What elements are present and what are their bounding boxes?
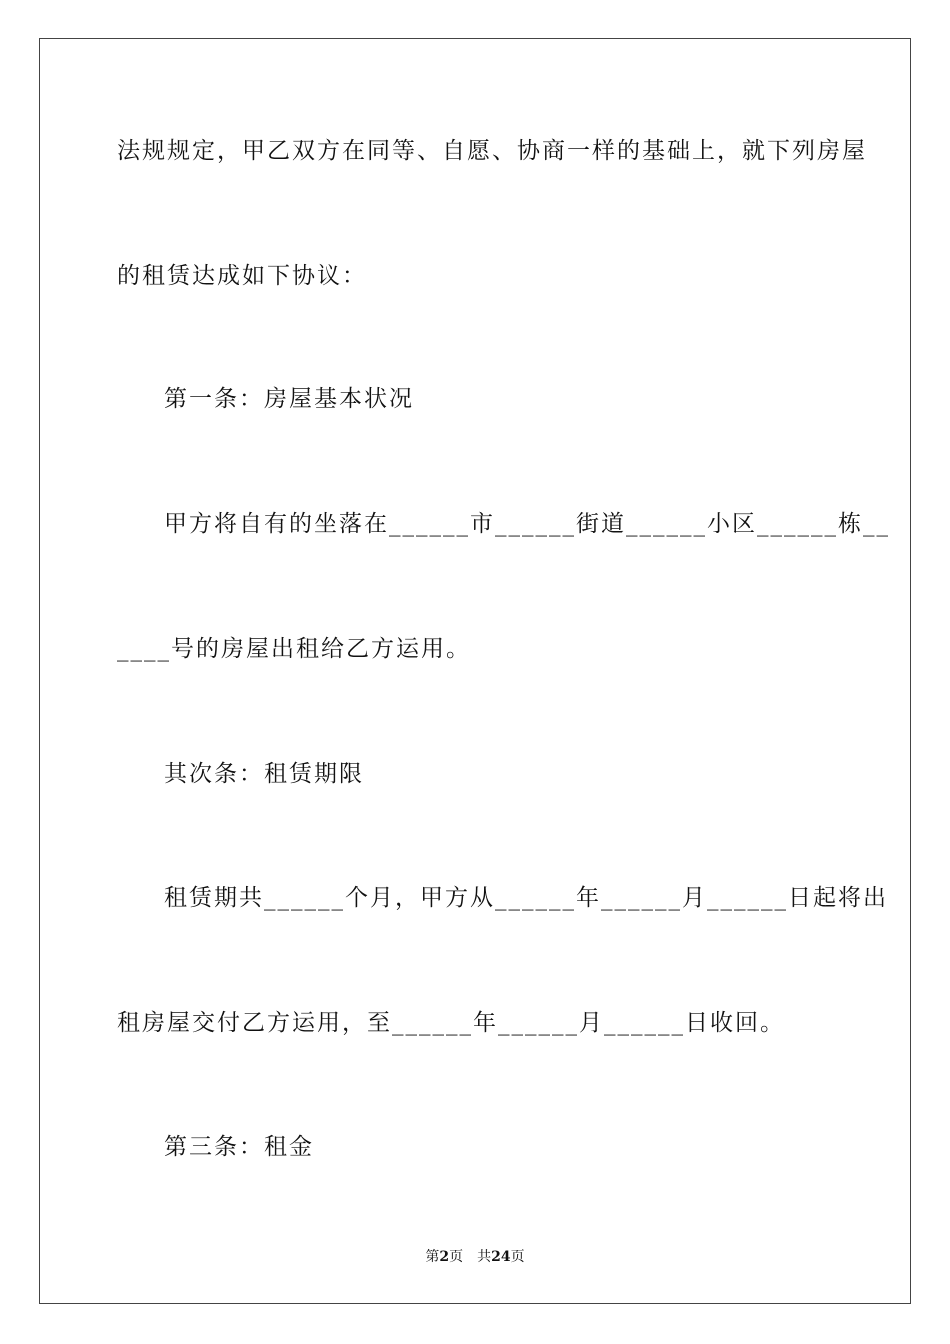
footer-total-pages: 24 [491,1249,511,1265]
footer-mid: 页 共 [449,1249,492,1265]
footer-prefix: 第 [425,1249,440,1265]
page-border [39,38,911,1304]
section-heading-1: 第一条：房屋基本状况 [164,386,414,412]
paragraph-line-8: 租房屋交付乙方运用，至______年______月______日收回。 [117,1010,785,1036]
paragraph-line-1: 法规规定，甲乙双方在同等、自愿、协商一样的基础上，就下列房屋 [117,138,867,164]
section-heading-3: 第三条：租金 [164,1134,314,1160]
paragraph-line-4: 甲方将自有的坐落在______市______街道______小区______栋__ [164,511,890,537]
paragraph-line-2: 的租赁达成如下协议： [117,263,367,289]
page-footer [0,1248,950,1266]
footer-page-number: 2 [439,1249,450,1265]
footer-suffix: 页 [510,1249,525,1265]
paragraph-line-5: ____号的房屋出租给乙方运用。 [117,636,471,662]
section-heading-2: 其次条：租赁期限 [164,761,364,787]
paragraph-line-7: 租赁期共______个月，甲方从______年______月______日起将出 [164,885,888,911]
